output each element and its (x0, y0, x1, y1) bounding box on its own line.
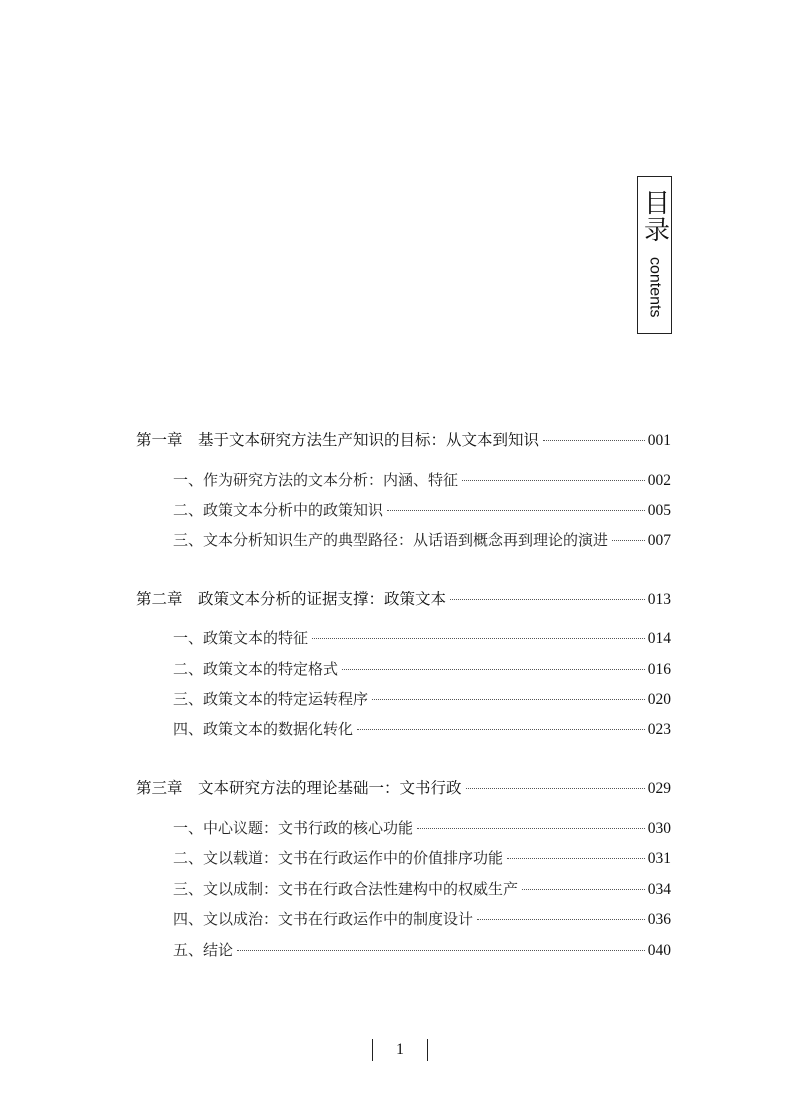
page-number: 002 (647, 472, 671, 489)
leader-dots (357, 729, 645, 730)
toc-section-2-2[interactable] (173, 658, 671, 679)
toc-title: 目录 (639, 189, 670, 243)
section-title: 一、政策文本的特征 (173, 629, 309, 647)
section-title: 四、政策文本的数据化转化 (173, 720, 354, 738)
leader-dots (417, 828, 645, 829)
footer-divider-right (427, 1039, 428, 1061)
page-number: 040 (647, 942, 671, 959)
page-number: 034 (647, 881, 671, 898)
toc-section-2-4[interactable] (173, 718, 671, 739)
chapter-title: 第一章 基于文本研究方法生产知识的目标：从文本到知识 (136, 431, 540, 449)
leader-dots (522, 889, 645, 890)
page-number: 020 (647, 691, 671, 708)
page-number: 023 (647, 721, 671, 738)
toc-section-3-5[interactable] (173, 939, 671, 960)
section-title: 五、结论 (173, 941, 234, 959)
page-number: 014 (647, 630, 671, 647)
footer-page-number: 1 (396, 1041, 404, 1058)
section-title: 二、政策文本分析中的政策知识 (173, 501, 384, 519)
toc-title-box (637, 176, 672, 334)
leader-dots (450, 599, 645, 600)
page-number: 001 (647, 432, 671, 449)
leader-dots (507, 858, 645, 859)
toc-section-1-1[interactable] (173, 469, 671, 490)
page-footer (372, 1039, 428, 1061)
leader-dots (237, 950, 645, 951)
toc-section-3-2[interactable] (173, 847, 671, 868)
section-title: 三、文本分析知识生产的典型路径：从话语到概念再到理论的演进 (173, 531, 609, 549)
chapter-title: 第三章 文本研究方法的理论基础一：文书行政 (136, 779, 462, 797)
toc-chapter-3[interactable] (136, 776, 671, 798)
page-number: 036 (647, 911, 671, 928)
toc-section-2-3[interactable] (173, 688, 671, 709)
toc-section-3-4[interactable] (173, 908, 671, 929)
leader-dots (312, 638, 645, 639)
toc-chapter-2[interactable] (136, 587, 671, 609)
toc-chapter-1[interactable] (136, 428, 671, 450)
section-title: 三、政策文本的特定运转程序 (173, 690, 369, 708)
toc-section-2-1[interactable] (173, 627, 671, 648)
toc-section-3-1[interactable] (173, 817, 671, 838)
page-number: 031 (647, 850, 671, 867)
section-title: 三、文以成制：文书在行政合法性建构中的权威生产 (173, 880, 519, 898)
leader-dots (342, 669, 645, 670)
page-number: 005 (647, 502, 671, 519)
page-number: 016 (647, 661, 671, 678)
leader-dots (477, 919, 645, 920)
page-number: 030 (647, 820, 671, 837)
section-title: 二、政策文本的特定格式 (173, 660, 339, 678)
leader-dots (372, 699, 645, 700)
section-title: 一、作为研究方法的文本分析：内涵、特征 (173, 471, 459, 489)
page-number: 013 (647, 591, 671, 608)
leader-dots (543, 440, 645, 441)
leader-dots (612, 540, 645, 541)
leader-dots (462, 480, 645, 481)
section-title: 二、文以载道：文书在行政运作中的价值排序功能 (173, 849, 504, 867)
section-title: 四、文以成治：文书在行政运作中的制度设计 (173, 910, 474, 928)
leader-dots (466, 788, 645, 789)
toc-title-english: contents (646, 257, 664, 318)
leader-dots (387, 510, 645, 511)
toc-section-1-2[interactable] (173, 499, 671, 520)
toc-section-3-3[interactable] (173, 878, 671, 899)
page-number: 029 (647, 780, 671, 797)
chapter-title: 第二章 政策文本分析的证据支撑：政策文本 (136, 590, 447, 608)
section-title: 一、中心议题：文书行政的核心功能 (173, 819, 414, 837)
page-number: 007 (647, 532, 671, 549)
toc-section-1-3[interactable] (173, 529, 671, 550)
footer-divider-left (372, 1039, 373, 1061)
